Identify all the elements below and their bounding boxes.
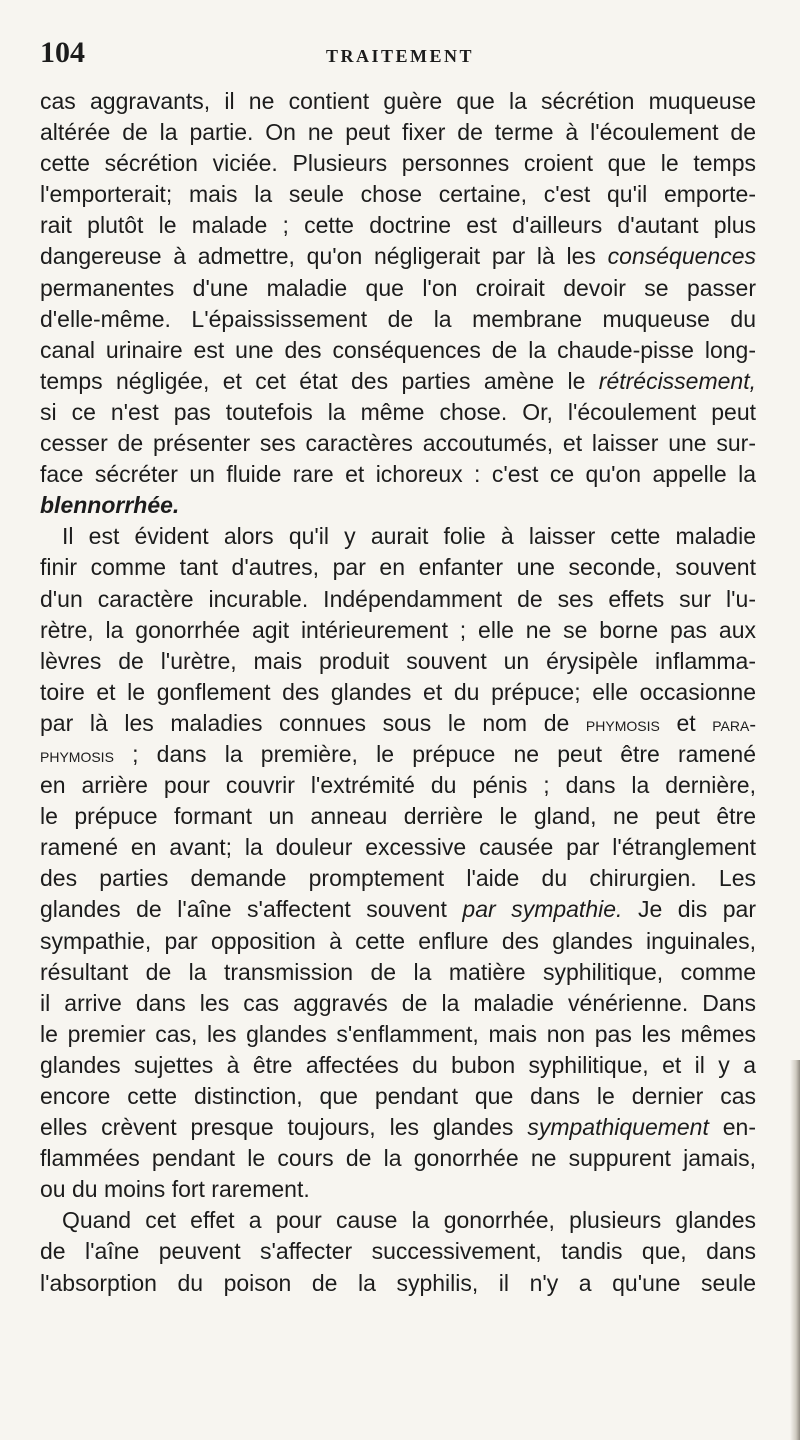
- text-line: sympathie, par opposition à cette enflure des glandes inguinales,: [40, 927, 756, 954]
- italic-term: par sympathie.: [462, 896, 623, 923]
- text-line: lèvres de l'urètre, mais produit souvent un érysipèle inflamma-: [40, 647, 756, 674]
- text-line: encore cette distinction, que pendant que dans le dernier cas: [40, 1083, 756, 1109]
- text-line: des parties demande promptement l'aide du chirurgien. Les: [40, 865, 756, 892]
- text-line: canal urinaire est une des conséquences de la chaude-pisse long-: [40, 336, 756, 363]
- running-title: TRAITEMENT: [325, 46, 475, 66]
- text-line: de l'aîne peuvent s'affecter successivement, tandis que, dans: [40, 1238, 756, 1265]
- text-line: cas aggravants, il ne contient guère que la sécrétion muqueuse: [40, 88, 756, 114]
- small-caps-term: phymosis: [585, 713, 660, 736]
- italic-term: rétrécissement,: [598, 367, 756, 394]
- text-line: rètre, la gonorrhée agit intérieurement ; elle ne se borne pas aux: [40, 616, 756, 643]
- page-edge-shadow: [790, 1060, 800, 1440]
- text-line: Il est évident alors qu'il y aurait folie à laisser cette maladie: [62, 523, 756, 550]
- text-line: Quand cet effet a pour cause la gonorrhée, plusieurs glandes: [62, 1207, 756, 1234]
- text-line: temps négligée, et cet état des parties amène le rétrécissement,: [40, 367, 756, 394]
- text-line: l'absorption du poison de la syphilis, il n'y a qu'une seule: [40, 1269, 756, 1296]
- text-line: ramené en avant; la douleur excessive causée par l'étranglement: [40, 834, 756, 861]
- text-line: elles crèvent presque toujours, les glandes sympathiquement en-: [40, 1114, 756, 1141]
- text-line: permanentes d'une maladie que l'on croirait devoir se passer: [40, 274, 756, 301]
- text-line: l'emporterait; mais la seule chose certaine, c'est qu'il emporte-: [40, 181, 756, 208]
- text-line: rait plutôt le malade ; cette doctrine est d'ailleurs d'autant plus: [40, 212, 756, 239]
- text-line: blennorrhée.: [40, 492, 180, 519]
- text-line: il arrive dans les cas aggravés de la maladie vénérienne. Dans: [40, 989, 756, 1016]
- text-line: altérée de la partie. On ne peut fixer de terme à l'écoulement de: [40, 119, 756, 146]
- text-line: d'un caractère incurable. Indépendamment de ses effets sur l'u-: [40, 585, 756, 612]
- text-line: cesser de présenter ses caractères accoutumés, et laisser une sur-: [40, 430, 756, 457]
- text-line: cette sécrétion viciée. Plusieurs personnes croient que le temps: [40, 150, 756, 177]
- small-caps-term: para-: [712, 713, 756, 736]
- text-line: le premier cas, les glandes s'enflamment, mais non pas les mêmes: [40, 1020, 756, 1047]
- text-line: phymosis ; dans la première, le prépuce ne peut être ramené: [40, 740, 756, 767]
- text-line: finir comme tant d'autres, par en enfanter une seconde, souvent: [40, 554, 756, 581]
- text-line: par là les maladies connues sous le nom de phymosis et para-: [40, 709, 756, 736]
- text-line: glandes sujettes à être affectées du bubon syphilitique, et il y a: [40, 1051, 756, 1078]
- text-line: toire et le gonflement des glandes et du prépuce; elle occasionne: [40, 678, 756, 705]
- text-line: d'elle-même. L'épaississement de la membrane muqueuse du: [40, 305, 756, 332]
- page-number: 104: [40, 36, 85, 69]
- text-line: si ce n'est pas toutefois la même chose. Or, l'écoulement peut: [40, 398, 756, 425]
- text-line: dangereuse à admettre, qu'on négligerait par là les conséquences: [40, 243, 756, 270]
- text-line: flammées pendant le cours de la gonorrhée ne suppurent jamais,: [40, 1145, 756, 1172]
- body-text: [40, 86, 756, 1299]
- text-line: glandes de l'aîne s'affectent souvent par sympathie. Je dis par: [40, 896, 756, 923]
- text-line: ou du moins fort rarement.: [40, 1176, 310, 1203]
- italic-term: sympathiquement: [527, 1114, 709, 1141]
- text-line: en arrière pour couvrir l'extrémité du pénis ; dans la dernière,: [40, 772, 756, 799]
- text-line: résultant de la transmission de la matière syphilitique, comme: [40, 958, 756, 985]
- text-line: face sécréter un fluide rare et ichoreux : c'est ce qu'on appelle la: [40, 461, 756, 488]
- small-caps-term: phymosis: [40, 744, 114, 767]
- italic-term: conséquences: [607, 243, 756, 270]
- text-line: le prépuce formant un anneau derrière le gland, ne peut être: [40, 803, 756, 830]
